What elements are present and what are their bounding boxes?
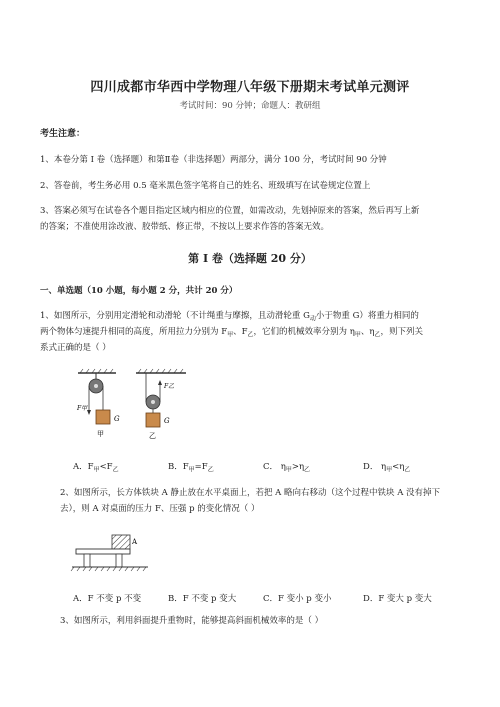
notice-item-2: 2、答卷前，考生务必用 0.5 毫米黑色签字笔将自己的姓名、班级填写在试卷规定位置上 [40, 181, 371, 191]
q1-fig-left-caption: 甲 [97, 430, 104, 438]
q1-pulley-figure [76, 368, 196, 448]
q1-line-3: 系式正确的是（ ） [40, 343, 111, 353]
q2-option-b[interactable]: B．F 不变 p 变大 [168, 594, 237, 604]
q2-fig-label: A [132, 538, 138, 546]
q1-fig-right-caption: 乙 [149, 432, 156, 440]
q2-table-figure [70, 530, 150, 578]
q1-option-c[interactable]: C． $\eta_甲>\eta_乙$ [263, 462, 311, 474]
q1-line-2: 两个物体匀速提升相同的高度，所用拉力分别为 $F_甲$、$F_乙$，它们的机械效率分别为 $\eta_甲$、$\eta_乙$，则下列关 [40, 327, 423, 339]
notice-item-1: 1、本卷分第 I 卷（选择题）和第Ⅱ卷（非选择题）两部分，满分 100 分，考试时间 90 分钟 [40, 155, 387, 165]
q2-line-1: 2、如图所示，长方体铁块 A 静止放在水平桌面上，若把 A 略向右移动（这个过程中铁块 A 没有掉下 [60, 488, 441, 498]
part-heading: 一、单选题（10 小题，每小题 2 分，共计 20 分） [40, 286, 238, 296]
q1-fig-left-weight: G [114, 415, 120, 423]
q1-fig-right-force: F乙 [164, 383, 175, 390]
q2-option-d[interactable]: D．F 变大 p 变大 [363, 594, 432, 604]
q1-option-d[interactable]: D． $\eta_甲<\eta_乙$ [363, 462, 411, 474]
q1-option-b[interactable]: B．$F_甲=F_乙$ [168, 462, 214, 474]
notice-item-3: 3、答案必须写在试卷各个题目指定区域内相应的位置，如需改动，先划掉原来的答案，然后再写上新 [40, 206, 420, 216]
q3-line-1: 3、如图所示，利用斜面提升重物时，能够提高斜面机械效率的是（ ） [60, 616, 324, 626]
exam-subtitle: 考试时间：90 分钟；命题人：教研组 [179, 101, 321, 111]
section-title: 第 I 卷（选择题 20 分） [188, 252, 312, 265]
q1-line-1: 1、如图所示，分别用定滑轮和动滑轮（不计绳重与摩擦，且动滑轮重 $G_动$小于物重 G）将重力相同的 [40, 311, 419, 323]
q2-option-a[interactable]: A．F 不变 p 不变 [73, 594, 142, 604]
q1-fig-right-weight: G [164, 417, 170, 425]
page-title: 四川成都市华西中学物理八年级下册期末考试单元测评 [90, 80, 410, 95]
notice-heading: 考生注意： [40, 129, 86, 139]
q2-line-2: 去），则 A 对桌面的压力 F、压强 p 的变化情况（ ） [60, 504, 260, 514]
q1-fig-left-force: F甲 [77, 405, 88, 412]
notice-item-3-cont: 的答案；不准使用涂改液、胶带纸、修正带，不按以上要求作答的答案无效。 [40, 222, 330, 232]
q1-option-a[interactable]: A．$F_甲<F_乙$ [73, 462, 119, 474]
q2-option-c[interactable]: C．F 变小 p 变小 [263, 594, 332, 604]
